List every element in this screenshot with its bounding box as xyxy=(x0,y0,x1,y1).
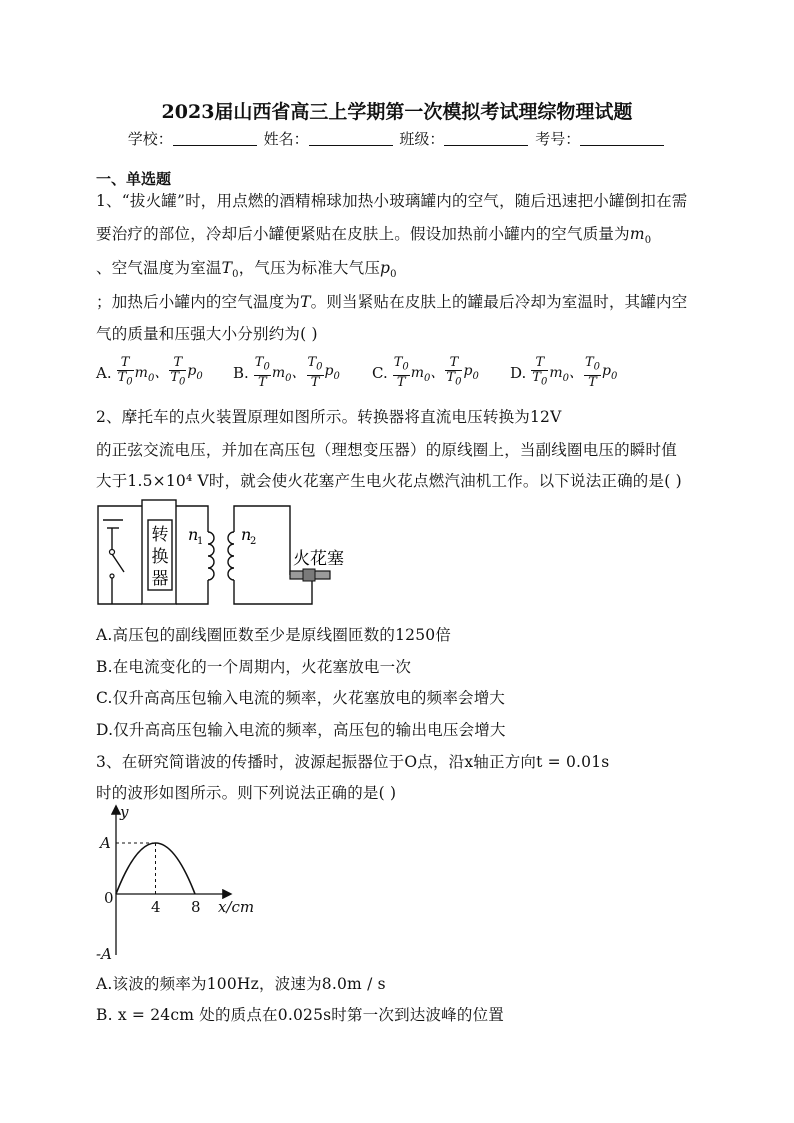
q2-line-2: 的正弦交流电压，并加在高压包（理想变压器）的原线圈上，当副线圈电压的瞬时值 xyxy=(96,441,677,459)
spark-plug-label: 火花塞 xyxy=(293,549,344,569)
name-blank xyxy=(309,131,393,146)
q1-var-p0: p xyxy=(380,259,391,277)
fraction-T0-over-T-3: $\frac{T_0}{T}$ xyxy=(393,355,409,390)
q2-option-a[interactable]: A.高压包的副线圈匝数至少是原线圈匝数的1250倍 xyxy=(96,626,452,644)
school-label: 学校： xyxy=(127,130,173,148)
n2-subscript: 2 xyxy=(250,536,257,547)
q1-line-4a: ；加热后小罐内的空气温度为 xyxy=(96,293,301,311)
name-label: 姓名： xyxy=(263,130,309,148)
q1-line-3a: 、空气温度为室温 xyxy=(96,259,222,277)
q1-var-T0: T xyxy=(221,259,233,277)
exam-number-blank xyxy=(580,131,664,146)
converter-char-1: 转 xyxy=(151,525,169,545)
q1-line-3 xyxy=(96,256,397,280)
q1-line-4b: 。则当紧贴在皮肤上的罐最后冷却为室温时，其罐内空 xyxy=(310,293,688,311)
q1-line-1: 1、“拔火罐”时，用点燃的酒精棉球加热小玻璃罐内的空气，随后迅速把小罐倒扣在需 xyxy=(96,192,688,210)
left-circuit-wire xyxy=(98,506,142,604)
neg-amplitude-label: -A xyxy=(96,945,112,961)
student-info-line xyxy=(0,128,794,149)
ignition-circuit-diagram xyxy=(96,498,356,612)
switch-pivot xyxy=(110,550,115,555)
q2-option-b[interactable]: B.在电流变化的一个周期内，火花塞放电一次 xyxy=(96,658,412,676)
fraction-T-over-T0-2: $\frac{T}{T_0}$ xyxy=(170,355,186,388)
x-axis-label: x/cm xyxy=(218,898,255,916)
spark-plug-nut xyxy=(303,569,315,581)
q3-option-a[interactable]: A.该波的频率为100Hz，波速为8.0m / s xyxy=(96,975,386,993)
q1-var-m-sub: 0 xyxy=(644,235,652,247)
fraction-T0-over-T: $\frac{T_0}{T}$ xyxy=(254,355,270,390)
q1-line-2 xyxy=(96,222,651,246)
q2-option-c[interactable]: C.仅升高高压包输入电流的频率，火花塞放电的频率会增大 xyxy=(96,689,506,707)
secondary-coil xyxy=(228,532,234,580)
fraction-T-over-T0: $\frac{T}{T_0}$ xyxy=(117,355,133,388)
q1-line-3b: ，气压为标准大气压 xyxy=(238,259,381,277)
q1-option-d[interactable]: D. $\frac{T}{T_0}$ $m_0$、 $\frac{T_0}{T}$ $p_0$ xyxy=(510,355,618,390)
exam-number-label: 考号： xyxy=(535,130,581,148)
y-axis-label: y xyxy=(120,803,129,821)
q3-option-b[interactable]: B. x = 24cm 处的质点在0.025s时第一次到达波峰的位置 xyxy=(96,1006,504,1024)
origin-label: 0 xyxy=(104,889,114,907)
converter-char-3: 器 xyxy=(151,569,169,589)
n1-label: n xyxy=(188,525,199,544)
q2-option-d[interactable]: D.仅升高高压包输入电流的频率，高压包的输出电压会增大 xyxy=(96,721,506,739)
q1-option-b[interactable]: B. $\frac{T_0}{T}$ $m_0$、 $\frac{T_0}{T}$ $p_0$ xyxy=(233,355,340,390)
fraction-T0-over-T-4: $\frac{T_0}{T}$ xyxy=(584,355,601,390)
amplitude-label: A xyxy=(100,834,111,852)
option-b-label: B. xyxy=(233,363,249,382)
class-label: 班级： xyxy=(399,130,445,148)
q2-line-1: 2、摩托车的点火装置原理如图所示。转换器将直流电压转换为12V xyxy=(96,408,562,426)
page-title: 2023届山西省高三上学期第一次模拟考试理综物理试题 xyxy=(161,101,633,123)
section-heading: 一、单选题 xyxy=(96,170,172,188)
q3-line-2: 时的波形如图所示。则下列说法正确的是( ) xyxy=(96,784,397,802)
q1-option-a[interactable]: A. $\frac{T}{T_0}$ $m_0$、 $\frac{T}{T_0}$ $p_0$ xyxy=(96,355,203,388)
converter-char-2: 换 xyxy=(151,547,169,567)
fraction-T-over-T0-4: $\frac{T}{T_0}$ xyxy=(532,355,548,388)
x-tick-4: 4 xyxy=(151,898,161,916)
primary-coil xyxy=(208,532,214,580)
q3-line-1: 3、在研究简谐波的传播时，波源起振器位于O点，沿x轴正方向t = 0.01s xyxy=(96,753,610,771)
school-blank xyxy=(173,131,257,146)
switch-blade xyxy=(112,554,124,572)
x-tick-8: 8 xyxy=(191,898,201,916)
q1-line-2-text: 要治疗的部位，冷却后小罐便紧贴在皮肤上。假设加热前小罐内的空气质量为 xyxy=(96,225,630,243)
q1-var-T0-sub: 0 xyxy=(232,269,239,281)
fraction-T0-over-T-2: $\frac{T_0}{T}$ xyxy=(307,355,323,390)
n1-subscript: 1 xyxy=(197,536,204,547)
q1-var-p0-sub: 0 xyxy=(390,269,397,281)
option-c-label: C. xyxy=(372,363,388,382)
option-d-label: D. xyxy=(510,363,527,382)
option-a-label: A. xyxy=(96,363,112,382)
q2-line-3: 大于1.5×10⁴ V时，就会使火花塞产生电火花点燃汽油机工作。以下说法正确的是( ) xyxy=(96,472,682,490)
q1-line-5: 气的质量和压强大小分别约为( ) xyxy=(96,325,318,343)
switch-contact xyxy=(110,574,114,578)
q1-line-4 xyxy=(96,290,687,312)
waveform-graph xyxy=(96,803,276,961)
fraction-T-over-T0-3: $\frac{T}{T_0}$ xyxy=(446,355,462,388)
q1-var-T: T xyxy=(300,293,311,311)
n2-label: n xyxy=(241,525,252,544)
q1-var-m: m xyxy=(629,225,645,243)
q1-option-c[interactable]: C. $\frac{T_0}{T}$ $m_0$、 $\frac{T}{T_0}$ $p_0$ xyxy=(372,355,479,390)
class-blank xyxy=(444,131,528,146)
